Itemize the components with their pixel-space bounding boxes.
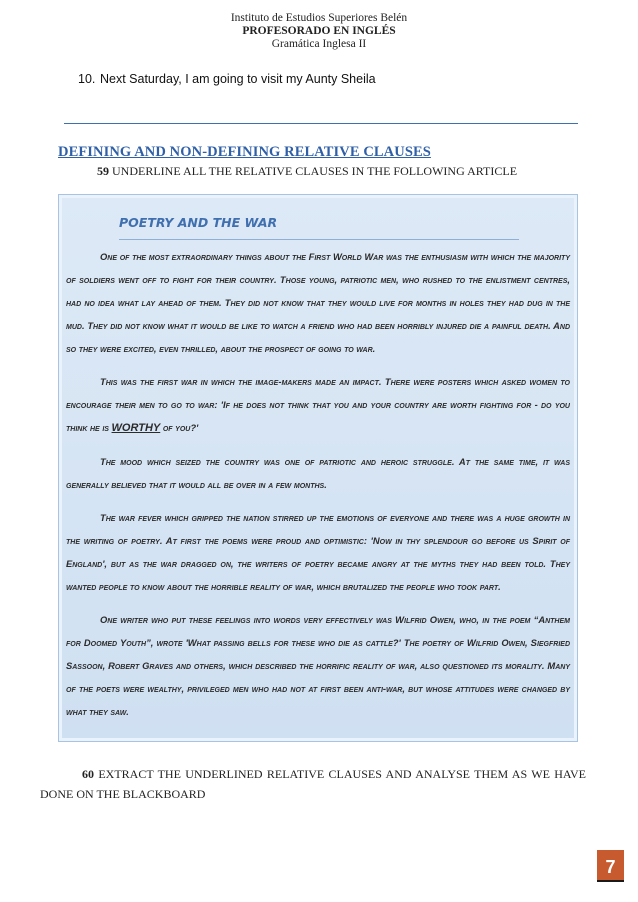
article-paragraph-1: One of the most extraordinary things about the First World War was the enthusiasm with which the majority of soldiers went off to fight for their country. Those young, patriotic men, who rushed to the enlistment centres, had no idea what lay ahead of them. They did not know that they would live for months in holes they had dug in the mud. They did not know what it would be like to watch a friend who had been horribly injured die a painful death. And so they were excited, even thrilled, about the prospect of going to war. <box>66 251 570 354</box>
section-divider <box>64 123 578 124</box>
exercise-number: 60 <box>82 767 94 781</box>
exercise-60-instruction <box>40 764 586 804</box>
program-name: PROFESORADO EN INGLÉS <box>242 25 396 37</box>
item-text: Next Saturday, I am going to visit my Aunty Sheila <box>100 72 376 86</box>
exercise-text: UNDERLINE ALL THE RELATIVE CLAUSES IN THE FOLLOWING ARTICLE <box>112 164 518 178</box>
page-header <box>0 12 638 51</box>
exercise-59-instruction <box>97 164 517 179</box>
article-paragraph-3: The mood which seized the country was one of patriotic and heroic struggle. At the same time, it was generally believed that it would all be over in a few months. <box>66 456 570 490</box>
exercise-text: EXTRACT THE UNDERLINED RELATIVE CLAUSES AND ANALYSE THEM AS WE HAVE DONE ON THE BLACKBOARD <box>40 767 587 801</box>
underlined-word: WORTHY <box>111 422 161 434</box>
paragraph-2-text-end: of you?' <box>160 422 199 433</box>
article-paragraph-5: One writer who put these feelings into words very effectively was Wilfrid Owen, who, in the poem “Anthem for Doomed Youth”, wrote 'What passing bells for these who die as cattle?' The poetry of Wilfrid Owen, Siegfried Sassoon, Robert Graves and others, which described the horrific reality of war, also questioned its morality. Many of the poets were wealthy, privileged men who had not at first been anti-war, but whose attitudes were changed by what they saw. <box>66 614 570 717</box>
institution-name: Instituto de Estudios Superiores Belén <box>230 12 408 24</box>
exercise-number: 59 <box>97 164 109 178</box>
article-paragraph-2 <box>66 370 570 440</box>
page-number-badge: 7 <box>597 850 624 880</box>
article-body <box>66 245 570 733</box>
article-title-rule <box>119 239 519 240</box>
article-title: POETRY AND THE WAR <box>119 215 278 230</box>
section-title: DEFINING AND NON-DEFINING RELATIVE CLAUSES <box>58 144 431 160</box>
page-number-underline <box>597 880 624 882</box>
paragraph-2-text-start: This was the first war in which the image-makers made an impact. There were posters which asked women to encourage their men to go to war: 'If he does not think that you and your country are worth fighting for - do you think he is <box>66 376 570 433</box>
item-number: 10. <box>78 72 96 86</box>
course-name: Gramática Inglesa II <box>271 38 367 50</box>
article-paragraph-4: The war fever which gripped the nation stirred up the emotions of everyone and there was a huge growth in the writing of poetry. At first the poems were proud and optimistic: 'Now in thy splendour go before us Spirit of England', but as the war dragged on, the writers of poetry became angry at the myths they had been told. They wanted people to know about the horrible reality of war, which brutalized the people who took part. <box>66 512 570 592</box>
article-box <box>58 194 578 742</box>
exercise-item-10 <box>78 72 376 86</box>
